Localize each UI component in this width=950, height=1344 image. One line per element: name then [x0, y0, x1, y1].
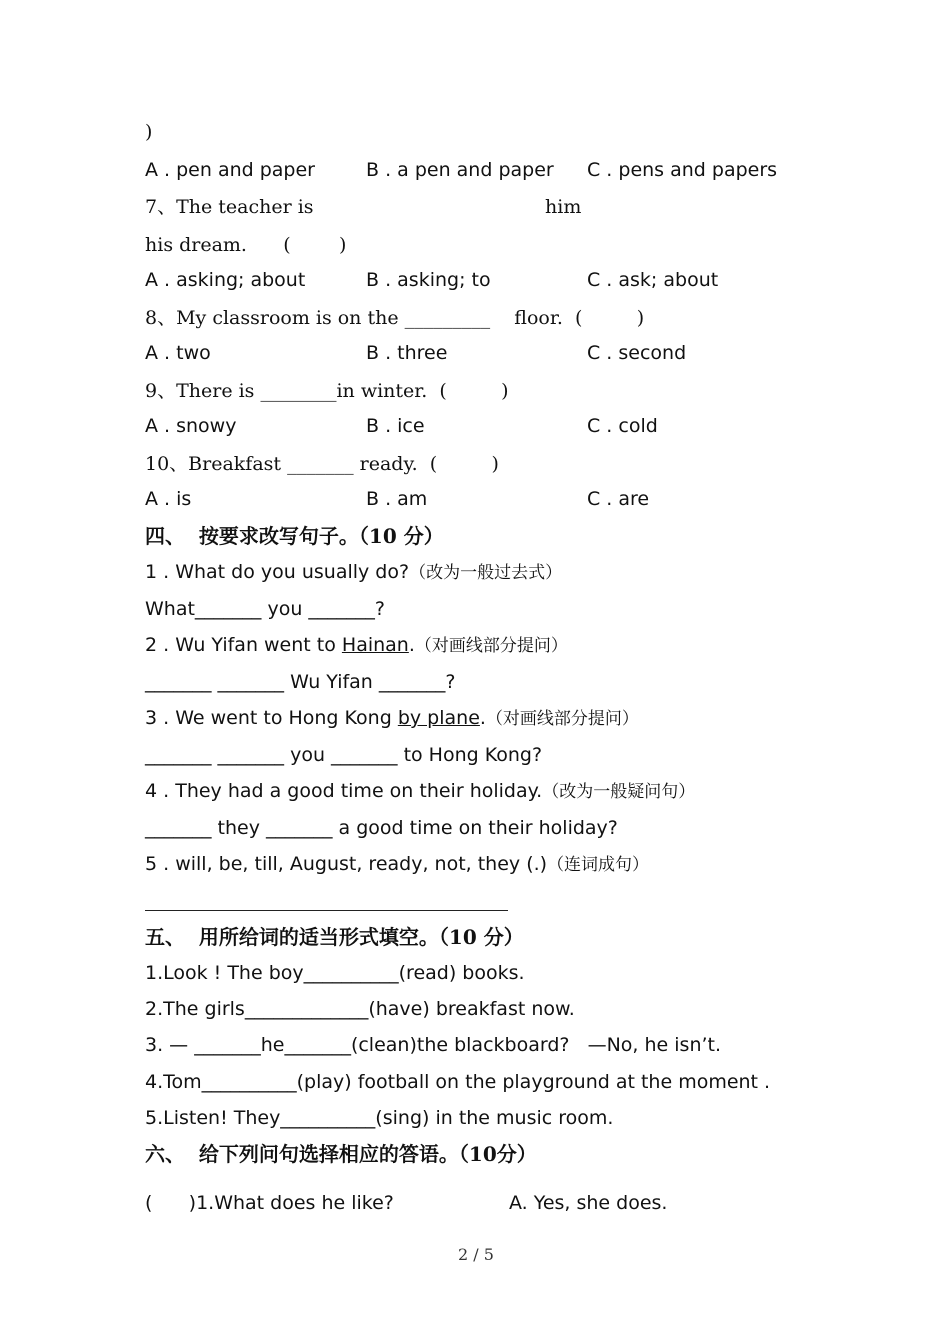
q7-option-b: B . asking; to: [366, 269, 491, 291]
section4-heading: 四、 按要求改写句子。（10 分）: [145, 524, 444, 548]
q7-text-part1: 7、The teacher is: [145, 196, 314, 218]
s4-item2-question: 2 . Wu Yifan went to Hainan.（对画线部分提问）: [145, 634, 568, 656]
q9-option-b: B . ice: [366, 415, 425, 437]
q6-option-c: C . pens and papers: [587, 159, 778, 181]
underlined-word: by plane: [397, 707, 480, 729]
q10-option-a: A . is: [145, 488, 192, 510]
q7-text-part3: his dream. ( ): [145, 234, 347, 256]
s4-item5-question: 5 . will, be, till, August, ready, not, they (.)（连词成句）: [145, 853, 650, 875]
q6-option-b: B . a pen and paper: [366, 159, 554, 181]
section6-heading: 六、 给下列问句选择相应的答语。（10分）: [145, 1142, 537, 1166]
q7-text-part2: him: [545, 196, 582, 218]
q9-text: 9、There is ________in winter. ( ): [145, 380, 509, 402]
q10-option-c: C . are: [587, 488, 650, 510]
q7-option-a: A . asking; about: [145, 269, 306, 291]
page-number: 2 / 5: [458, 1245, 494, 1264]
s4-item1-answer: What_______ you _______?: [145, 598, 385, 620]
s5-item5: 5.Listen! They__________(sing) in the music room.: [145, 1107, 614, 1129]
q10-text: 10、Breakfast _______ ready. ( ): [145, 453, 499, 475]
s5-item2: 2.The girls_____________(have) breakfast now.: [145, 998, 575, 1020]
s6-answer-a: A. Yes, she does.: [509, 1192, 668, 1214]
q7-option-c: C . ask; about: [587, 269, 719, 291]
s4-item3-question: 3 . We went to Hong Kong by plane.（对画线部分提问）: [145, 707, 639, 729]
q8-option-a: A . two: [145, 342, 211, 364]
q9-option-c: C . cold: [587, 415, 658, 437]
q8-option-c: C . second: [587, 342, 687, 364]
s5-item3: 3. — _______he_______(clean)the blackboard? —No, he isn’t.: [145, 1034, 722, 1056]
paren-close: ): [145, 121, 153, 143]
q10-option-b: B . am: [366, 488, 428, 510]
q8-option-b: B . three: [366, 342, 448, 364]
q8-text: 8、My classroom is on the _________ floor. ( ): [145, 307, 645, 329]
s4-item3-answer: _______ _______ you _______ to Hong Kong?: [145, 744, 543, 766]
q9-option-a: A . snowy: [145, 415, 237, 437]
underlined-word: Hainan: [341, 634, 409, 656]
q6-option-a: A . pen and paper: [145, 159, 315, 181]
s4-item2-answer: _______ _______ Wu Yifan _______?: [145, 671, 456, 693]
section5-heading: 五、 用所给词的适当形式填空。（10 分）: [145, 925, 524, 949]
s4-item4-question: 4 . They had a good time on their holiday.（改为一般疑问句）: [145, 780, 696, 802]
s6-item1-question: ( )1.What does he like?: [145, 1192, 394, 1214]
s5-item1: 1.Look ! The boy__________(read) books.: [145, 962, 525, 984]
s4-item1-question: 1 . What do you usually do?（改为一般过去式）: [145, 561, 563, 583]
answer-line: [145, 910, 508, 911]
s4-item4-answer: _______ they _______ a good time on their holiday?: [145, 817, 618, 839]
s5-item4: 4.Tom__________(play) football on the playground at the moment .: [145, 1071, 771, 1093]
